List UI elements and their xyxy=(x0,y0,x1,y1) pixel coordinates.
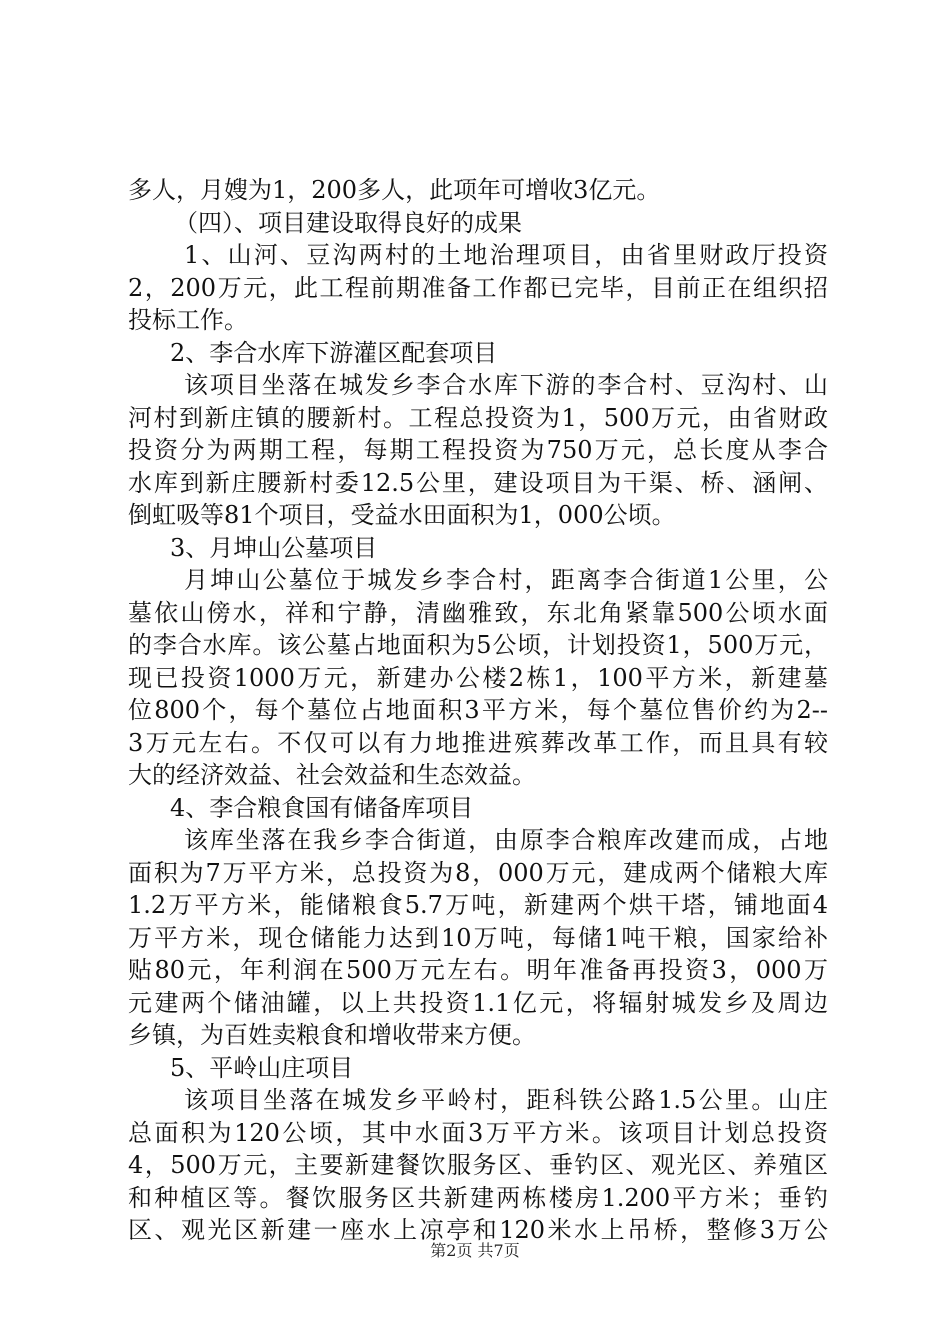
paragraph-line: 水库到新庄腰新村委12.5公里，建设项目为干渠、桥、涵闸、 xyxy=(128,468,828,497)
item-heading: 5、平岭山庄项目 xyxy=(170,1053,354,1082)
item-heading: 4、李合粮食国有储备库项目 xyxy=(170,793,474,822)
paragraph-line: 位800个，每个墓位占地面积3平方米，每个墓位售价约为2-- xyxy=(128,696,828,724)
paragraph-line: 贴80元，年利润在500万元左右。明年准备再投资3，000万 xyxy=(128,956,828,984)
paragraph-line: 河村到新庄镇的腰新村。工程总投资为1，500万元，由省财政 xyxy=(128,403,828,432)
paragraph-line: 月坤山公墓位于城发乡李合村，距离李合街道1公里，公 xyxy=(184,566,828,594)
paragraph-line: 元建两个储油罐，以上共投资1.1亿元，将辐射城发乡及周边 xyxy=(128,988,828,1017)
paragraph-line: 现已投资1000万元，新建办公楼2栋1，100平方米，新建墓 xyxy=(128,663,828,692)
paragraph-line: 多人，月嫂为1，200多人，此项年可增收3亿元。 xyxy=(128,176,661,204)
item-heading: 1、山河、豆沟两村的土地治理项目，由省里财政厅投资 xyxy=(184,241,828,269)
paragraph-line: 乡镇，为百姓卖粮食和增收带来方便。 xyxy=(128,1021,536,1049)
paragraph-line: 倒虹吸等81个项目，受益水田面积为1，000公顷。 xyxy=(128,501,676,529)
paragraph-line: 3万元左右。不仅可以有力地推进殡葬改革工作，而且具有较 xyxy=(128,728,828,757)
paragraph-line: 4，500万元，主要新建餐饮服务区、垂钓区、观光区、养殖区 xyxy=(128,1151,828,1179)
paragraph-line: 投资分为两期工程，每期工程投资为750万元，总长度从李合 xyxy=(128,436,828,464)
paragraph-line: 墓依山傍水，祥和宁静，清幽雅致，东北角紧靠500公顷水面 xyxy=(128,598,828,627)
item-heading: 2、李合水库下游灌区配套项目 xyxy=(170,338,498,367)
paragraph-line: 该库坐落在我乡李合街道，由原李合粮库改建而成，占地 xyxy=(184,826,828,854)
paragraph-line: 大的经济效益、社会效益和生态效益。 xyxy=(128,761,536,789)
item-heading: 3、月坤山公墓项目 xyxy=(170,533,378,562)
paragraph-line: 2，200万元，此工程前期准备工作都已完毕，目前正在组织招 xyxy=(128,273,828,302)
paragraph-line: 区、观光区新建一座水上凉亭和120米水上吊桥，整修3万公 xyxy=(128,1216,828,1244)
paragraph-line: 该项目坐落在城发乡平岭村，距科铁公路1.5公里。山庄 xyxy=(184,1086,828,1114)
paragraph-line: 投标工作。 xyxy=(128,306,248,334)
paragraph-line: 万平方米，现仓储能力达到10万吨，每储1吨干粮，国家给补 xyxy=(128,923,828,952)
paragraph-line: 的李合水库。该公墓占地面积为5公顷，计划投资1，500万元， xyxy=(128,631,828,659)
document-body xyxy=(128,174,828,1247)
paragraph-line: 1.2万平方米，能储粮食5.7万吨，新建两个烘干塔，铺地面4 xyxy=(128,891,828,919)
page-number-footer: 第2页 共7页 xyxy=(430,1241,520,1260)
paragraph-line: 该项目坐落在城发乡李合水库下游的李合村、豆沟村、山 xyxy=(184,371,828,399)
paragraph-line: 总面积为120公顷，其中水面3万平方米。该项目计划总投资 xyxy=(128,1118,828,1147)
section-heading: （四）、项目建设取得良好的成果 xyxy=(174,208,522,237)
paragraph-line: 和种植区等。餐饮服务区共新建两栋楼房1.200平方米；垂钓 xyxy=(128,1183,828,1212)
paragraph-line: 面积为7万平方米，总投资为8，000万元，建成两个储粮大库 xyxy=(128,858,828,887)
